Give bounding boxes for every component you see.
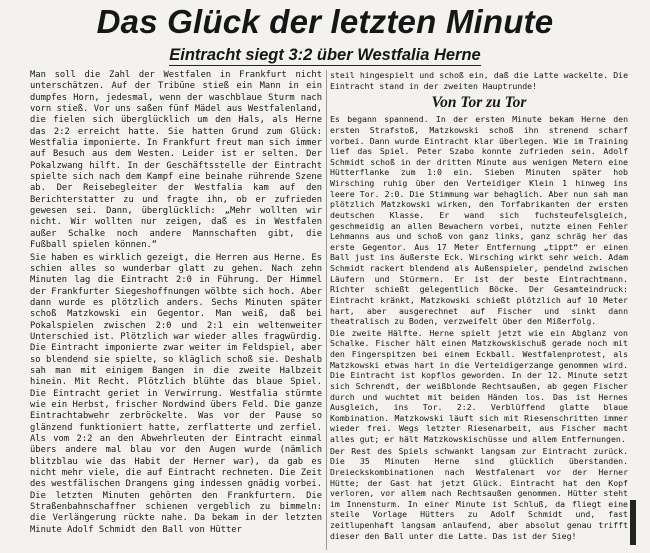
column-divider	[326, 70, 327, 550]
paragraph: Die zweite Hälfte. Herne spielt jetzt wie ein Abglanz von Schalke. Fischer hält einen Matzkowskischuß gerade noch mit den Fingerspitzen bei einem Eckball. Westfalenprotest, als Matzkowski etwas hart in die Verteidigerzange genommen wird. Die Eintracht ist kopflos geworden. In der 12. Minute setzt sich Schrendt, der weißblonde Rechtsaußen, ab gegen Fischer durch und wuchtet mit beiden Händen los. Das ist Hernes Ausgleich, ins Tor. 2:2. Verblüffend glatte blaue Kombination. Matzkowski läuft sich mit Riesenschritten immer wieder frei. Wegs letzter Riesenarbeit, aus Fischer macht alles gut; er hält Matzkowskischüsse und allem Entfernungen.	[330, 327, 628, 444]
right-column	[330, 70, 628, 541]
subheadline	[0, 45, 650, 65]
paragraph: Der Rest des Spiels schwankt langsam zur Eintracht zurück. Die 35 Minuten Herne sind glücklich überstanden. Dreieckskombinationen nach Westfalenart vor der Herner Hütte; der Gast hat jetzt Glück. Eintracht hat den Kopf verloren, vor allem nach Rechtsaußen genommen. Hütter steht im Innensturm. In einer Minute ist Schluß, da fliegt eine steile Vorlage Hütters zu Adolf Schmidt und, fast zeitlupenhaft langsam anlaufend, aber absolut genau trifft dieser den Ball unter die Latte. Das ist der Sieg!	[330, 445, 628, 541]
section-heading: Von Tor zu Tor	[431, 94, 527, 112]
headline: Das Glück der letzten Minute	[96, 2, 554, 41]
paragraph: Man soll die Zahl der Westfalen in Frankfurt nicht unterschätzen. Auf der Tribüne stieß ein Mann in ein dumpfes Horn, jedesmal, wenn der waschblaue Sturm nach vorn stieß. Vor uns saßen fünf Mädel aus Westfalenland, die fielen sich überglücklich um den Hals, als Herne das 2:2 erreicht hatte. Sie hatten Grund zum Glück: Westfalia imponierte. In Frankfurt freut man sich immer auf Besuch aus dem Westen. Leider ist er selten. Der Pokalzwang hilft. In der Geschäftsstelle der Eintracht spielte sich nach dem Kampf eine beinahe rührende Szene ab. Der Reisebegleiter der Westfalia kam auf den Berichterstatter zu und fragte ihn, ob er zufrieden gewesen sei. Dann, überglücklich: „Mehr wollten wir nicht. Wir wollten nur zeigen, daß es in Westfalen außer Schalke noch andere Mannschaften gibt, die Fußball spielen können.“	[30, 70, 322, 251]
paragraph: Sie haben es wirklich gezeigt, die Herren aus Herne. Es schien alles so wunderbar glatt zu gehen. Nach zehn Minuten lag die Eintracht 2:0 in Führung. Der Himmel der Frankfurter Siegeshoffnungen wölbte sich hoch. Aber dann wurde es plötzlich anders. Sechs Minuten später schoß Matzkowski ein Gegentor. Man weiß, daß bei Pokalspielen zwischen 2:0 und 2:1 ein weltenweiter Unterschied ist. Plötzlich war wieder alles fragwürdig. Die Eintracht imponierte zwar weiter im Feldspiel, aber so blendend sie spielte, so kläglich schoß sie. Deshalb sah man mit einigem Bangen in die zweite Halbzeit hinein. Mit Recht. Plötzlich blühte das blaue Spiel. Die Eintracht geriet in Verwirrung. Westfalia stürmte wie ein Herbst, frischer Nordwind übers Feld. Die ganze Eintrachtabwehr zerbröckelte. Was vor der Pause so glänzend funktioniert hatte, zerflatterte und zerfiel. Als vom 2:2 an den Abwehrleuten der Eintracht einmal übers andere mal blau vor den Augen wurde (nämlich blitzblau wie das Habit der Herner war), da gab es nicht mehr viele, die auf Eintracht rechneten. Die Zeit des westfälischen Drangens ging indessen gnädig vorbei. Die letzten Minuten gehörten den Frankfurtern. Die Straßenbahnschaffner schienen vergeblich zu bimmeln: die Verlängerung rückte nahe. Da bekam in der letzten Minute Adolf Schmidt den Ball von Hütter	[30, 252, 322, 535]
left-column	[30, 70, 322, 536]
paragraph: steil hingespielt und schoß ein, daß die Latte wackelte. Die Eintracht stand in der zweiten Hauptrunde!	[330, 70, 628, 91]
page-edge-mark	[630, 500, 636, 545]
subheadline-text: Eintracht siegt 3:2 über Westfalia Herne	[169, 46, 481, 64]
paragraph: Es begann spannend. In der ersten Minute bekam Herne den ersten Strafstoß, Matzkowski schoß ihn strenend scharf vorbei. Dann wurde Eintracht klar überlegen. Wie im Training lief das Spiel. Peter Szabo konnte zufrieden sein. Adolf Schmidt schoß in der dritten Minute aus wenigen Metern eine Hütterflanke zum 1:0 ein. Sieben Minuten später hob Wirsching ruhig über den Verteidiger Klein 1 hinweg ins leere Tor. 2:0. Die Stimmung war behaglich. Aber nun sah man plötzlich Matzkowski wirken, den Torfabrikanten der ersten deutschen Klasse. Er wand sich fuchsteufelsgleich, geschmeidig an allen Bewachern vorbei, nutzte einen Fehler Lehmanns aus und schoß von ganz links, ganz schräg her das erste Gegentor. Aus 17 Meter Entfernung „tippt“ er einen Ball just ins äußerste Eck. Wirsching wirkt sehr weich. Adam Schmidt rackert blendend als Außenspieler, pendelnd zwischen Läufern und Stürmern. Er ist der beste Eintrachtmann. Richter schießt gelegentlich Böcke. Der Gesamteindruck: Eintracht kränkt, Matzkowski schießt plötzlich auf 10 Meter hart, aber ausgerechnet auf Fischer und sinkt dann theatralisch zu Boden, verzweifelt über den Mißerfolg.	[330, 114, 628, 327]
